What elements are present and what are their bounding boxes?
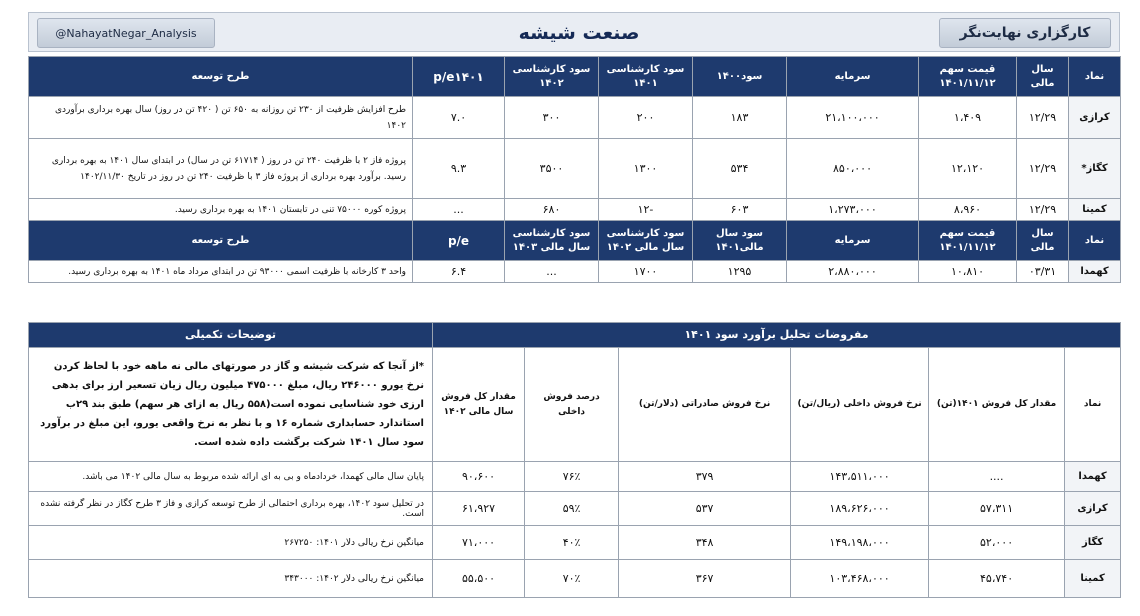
col-sales-1401: مقدار کل فروش ۱۴۰۱(تن): [929, 348, 1065, 462]
col-price: قیمت سهم ۱۴۰۱/۱۱/۱۲: [919, 57, 1017, 97]
expert-1402-cell: ۳۵۰۰: [505, 139, 599, 199]
symbol-cell: کمینا: [1069, 199, 1121, 221]
col-fiscal-year: سال مالی: [1017, 221, 1069, 261]
table-header-row: [29, 221, 1121, 261]
export-rate-cell: ۵۳۷: [619, 492, 791, 526]
sales-1401-cell: ۵۷،۳۱۱: [929, 492, 1065, 526]
capital-cell: ۸۵۰،۰۰۰: [787, 139, 919, 199]
export-rate-cell: ۳۷۹: [619, 462, 791, 492]
export-rate-cell: ۳۶۷: [619, 560, 791, 598]
expert-1402-cell: ۱۷۰۰: [599, 261, 693, 283]
col-expert-1402: سود کارشناسی ۱۴۰۲: [505, 57, 599, 97]
export-rate-cell: ۳۴۸: [619, 526, 791, 560]
col-expert-1403: سود کارشناسی سال مالی ۱۴۰۳: [505, 221, 599, 261]
col-symbol: نماد: [1069, 57, 1121, 97]
col-fiscal-year: سال مالی: [1017, 57, 1069, 97]
plan-cell: واحد ۳ کارخانه با ظرفیت اسمی ۹۳۰۰۰ تن در ابتدای مرداد ماه ۱۴۰۱ به بهره برداری رسید.: [29, 261, 413, 283]
col-export-rate: نرخ فروش صادراتی (دلار/تن): [619, 348, 791, 462]
sales-1401-cell: ۵۲،۰۰۰: [929, 526, 1065, 560]
symbol-cell: کمینا: [1065, 560, 1121, 598]
fiscal-year-cell: ۱۲/۲۹: [1017, 139, 1069, 199]
table-row: [29, 526, 1121, 560]
expert-1401-cell: ۱۳۰۰: [599, 139, 693, 199]
symbol-cell: کهمدا: [1069, 261, 1121, 283]
fiscal-year-cell: ۰۳/۳۱: [1017, 261, 1069, 283]
note-cell: میانگین نرخ ریالی دلار ۱۴۰۲: ۳۴۳۰۰۰: [29, 560, 433, 598]
expert-1403-cell: ...: [505, 261, 599, 283]
table-header-row: [29, 348, 1121, 462]
profit-cell: ۵۳۴: [693, 139, 787, 199]
col-plan: طرح توسعه: [29, 57, 413, 97]
sales-1402-cell: ۷۱،۰۰۰: [433, 526, 525, 560]
fiscal-year-cell: ۱۲/۲۹: [1017, 97, 1069, 139]
price-cell: ۸،۹۶۰: [919, 199, 1017, 221]
symbol-cell: کگاز*: [1069, 139, 1121, 199]
capital-cell: ۲،۸۸۰،۰۰۰: [787, 261, 919, 283]
price-cell: ۱۰،۸۱۰: [919, 261, 1017, 283]
domestic-rate-cell: ۱۴۹،۱۹۸،۰۰۰: [791, 526, 929, 560]
table-title-row: [29, 323, 1121, 348]
domestic-rate-cell: ۱۸۹،۶۲۶،۰۰۰: [791, 492, 929, 526]
domestic-rate-cell: ۱۴۳،۵۱۱،۰۰۰: [791, 462, 929, 492]
expert-1401-cell: -۱۲: [599, 199, 693, 221]
col-expert-1401: سود کارشناسی ۱۴۰۱: [599, 57, 693, 97]
col-symbol: نماد: [1069, 221, 1121, 261]
col-sales-1402: مقدار کل فروش سال مالی ۱۴۰۲: [433, 348, 525, 462]
sales-1402-cell: ۵۵،۵۰۰: [433, 560, 525, 598]
profit-cell: ۱۸۳: [693, 97, 787, 139]
expert-1402-cell: ۳۰۰: [505, 97, 599, 139]
domestic-rate-cell: ۱۰۳،۴۶۸،۰۰۰: [791, 560, 929, 598]
note-cell: میانگین نرخ ریالی دلار ۱۴۰۱: ۲۶۷۲۵۰: [29, 526, 433, 560]
assumptions-title: مفروضات تحلیل برآورد سود ۱۴۰۱: [433, 323, 1121, 348]
sales-1402-cell: ۶۱،۹۲۷: [433, 492, 525, 526]
col-price: قیمت سهم ۱۴۰۱/۱۱/۱۲: [919, 221, 1017, 261]
note-cell: در تحلیل سود ۱۴۰۲، بهره برداری احتمالی از طرح توسعه کرازی و فاز ۳ طرح کگاز در نظر گرفته نشده است.: [29, 492, 433, 526]
col-capital: سرمایه: [787, 221, 919, 261]
symbol-cell: کهمدا: [1065, 462, 1121, 492]
note-cell: پایان سال مالی کهمدا، خردادماه و بی به ای ارائه شده مربوط به سال مالی ۱۴۰۲ می باشد.: [29, 462, 433, 492]
col-capital: سرمایه: [787, 57, 919, 97]
table-header-row: [29, 57, 1121, 97]
capital-cell: ۱،۲۷۳،۰۰۰: [787, 199, 919, 221]
symbol-cell: کرازی: [1065, 492, 1121, 526]
col-domestic-rate: نرخ فروش داخلی (ریال/تن): [791, 348, 929, 462]
col-pe: p/e: [413, 221, 505, 261]
assumptions-table: [28, 322, 1121, 598]
header-bar: [28, 12, 1120, 52]
col-plan: طرح توسعه: [29, 221, 413, 261]
profit-cell: ۱۲۹۵: [693, 261, 787, 283]
domestic-pct-cell: ۵۹٪: [525, 492, 619, 526]
pe-cell: ۶.۴: [413, 261, 505, 283]
pe-cell: ...: [413, 199, 505, 221]
broker-name: کارگزاری نهایت‌نگر: [939, 18, 1111, 48]
domestic-pct-cell: ۴۰٪: [525, 526, 619, 560]
table-row: [29, 199, 1121, 221]
sales-1402-cell: ۹۰،۶۰۰: [433, 462, 525, 492]
col-profit-1400: سود۱۴۰۰: [693, 57, 787, 97]
symbol-cell: کرازی: [1069, 97, 1121, 139]
domestic-pct-cell: ۷۶٪: [525, 462, 619, 492]
profit-estimate-table: [28, 56, 1121, 283]
main-note: *از آنجا که شرکت شیشه و گاز در صورتهای مالی نه ماهه خود با لحاظ کردن نرخ یورو ۲۴۶۰۰۰ ریال، مبلغ ۴۷۵۰۰۰ میلیون ریال زیان تسعیر ارز برای بدهی ارزی خود شناسایی نموده است(۵۵۸ ریال به ازای هر سهم) طبق بند ۲۹ب استاندارد حسابداری شماره ۱۶ و با نظر به نرخ واقعی یورو، این مبلغ در برآورد سود سال ۱۴۰۱ شرکت برگشت داده شده است.: [29, 348, 433, 462]
channel-handle: @NahayatNegar_Analysis: [37, 18, 215, 48]
expert-1402-cell: ۶۸۰: [505, 199, 599, 221]
profit-cell: ۶۰۳: [693, 199, 787, 221]
price-cell: ۱۲،۱۲۰: [919, 139, 1017, 199]
table-row: [29, 97, 1121, 139]
pe-cell: ۷.۰: [413, 97, 505, 139]
notes-title: توضیحات تکمیلی: [29, 323, 433, 348]
plan-cell: پروژه کوره ۷۵۰۰۰ تنی در تابستان ۱۴۰۱ به بهره برداری رسید.: [29, 199, 413, 221]
col-symbol: نماد: [1065, 348, 1121, 462]
col-domestic-pct: درصد فروش داخلی: [525, 348, 619, 462]
table-row: [29, 261, 1121, 283]
sales-1401-cell: ۴۵،۷۴۰: [929, 560, 1065, 598]
domestic-pct-cell: ۷۰٪: [525, 560, 619, 598]
pe-cell: ۹.۳: [413, 139, 505, 199]
capital-cell: ۲۱،۱۰۰،۰۰۰: [787, 97, 919, 139]
table-row: [29, 139, 1121, 199]
expert-1401-cell: ۲۰۰: [599, 97, 693, 139]
table-row: [29, 492, 1121, 526]
table-row: [29, 462, 1121, 492]
col-profit: سود سال مالی۱۴۰۱: [693, 221, 787, 261]
table-row: [29, 560, 1121, 598]
col-expert-1402: سود کارشناسی سال مالی ۱۴۰۲: [599, 221, 693, 261]
col-pe: p/e۱۴۰۱: [413, 57, 505, 97]
plan-cell: پروژه فاز ۲ با ظرفیت ۲۴۰ تن در روز ( ۶۱۷۱۴ تن در سال) در ابتدای سال ۱۴۰۱ به بهره برداری رسید. برآورد بهره برداری از پروژه فاز ۳ با ظرفیت ۲۴۰ تن در روز در تاریخ ۱۴۰۲/۱۱/۳۰: [29, 139, 413, 199]
sales-1401-cell: ....: [929, 462, 1065, 492]
fiscal-year-cell: ۱۲/۲۹: [1017, 199, 1069, 221]
plan-cell: طرح افزایش ظرفیت از ۲۳۰ تن روزانه به ۶۵۰ تن ( ۴۲۰ تن در روز) سال بهره برداری برآوردی ۱۴۰۲: [29, 97, 413, 139]
page-title: صنعت شیشه: [518, 22, 640, 44]
price-cell: ۱،۴۰۹: [919, 97, 1017, 139]
symbol-cell: کگاز: [1065, 526, 1121, 560]
